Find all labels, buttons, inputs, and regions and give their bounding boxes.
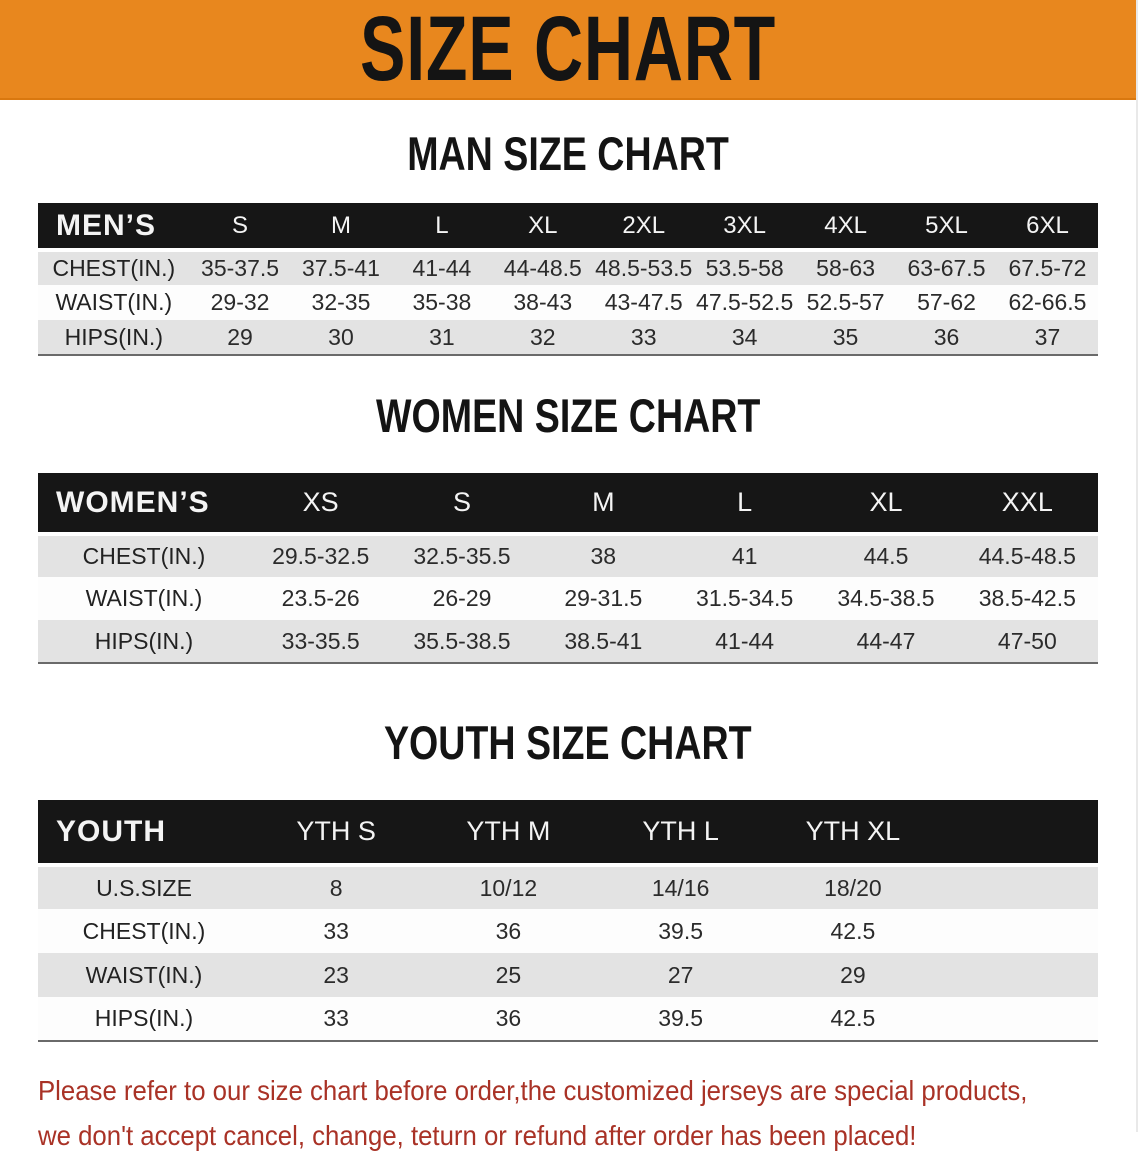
size-value: 41-44 xyxy=(715,627,775,654)
size-value: 43-47.5 xyxy=(604,289,683,315)
women-group-label: WOMEN’S xyxy=(38,473,250,534)
size-chart-banner xyxy=(0,0,1136,100)
size-value: 41-44 xyxy=(412,255,472,281)
column-header: L xyxy=(391,203,492,250)
size-value: 41 xyxy=(731,543,758,569)
table-row xyxy=(38,620,1098,663)
row-label: HIPS(IN.) xyxy=(64,323,163,350)
size-value: 38-43 xyxy=(513,289,573,315)
size-value: 57-62 xyxy=(917,289,976,315)
size-value: 23 xyxy=(323,961,349,988)
size-value: 34 xyxy=(731,323,758,350)
size-value: 52.5-57 xyxy=(806,289,885,315)
header-row xyxy=(38,473,1098,534)
men-heading-text: MAN SIZE CHART xyxy=(407,127,729,180)
column-header: 3XL xyxy=(694,203,795,250)
size-value: 33-35.5 xyxy=(281,627,360,654)
size-value: 26-29 xyxy=(432,585,492,611)
table-row xyxy=(38,250,1098,285)
column-header: YTH L xyxy=(595,800,767,865)
column-header: YTH S xyxy=(250,800,422,865)
row-label: WAIST(IN.) xyxy=(55,289,173,315)
size-value: 36 xyxy=(495,1005,522,1031)
size-value: 39.5 xyxy=(658,1005,703,1031)
size-value: 10/12 xyxy=(479,874,538,901)
youth-heading-text: YOUTH SIZE CHART xyxy=(384,716,752,769)
table-row xyxy=(38,534,1098,577)
size-value: 48.5-53.5 xyxy=(595,255,693,281)
men-size-table xyxy=(38,203,1098,356)
size-value: 35-38 xyxy=(412,289,472,315)
size-value: 38.5-42.5 xyxy=(978,585,1076,611)
column-header: XL xyxy=(815,473,956,534)
disclaimer-line-1: Please refer to our size chart before order,the customized jerseys are special products, xyxy=(38,1075,1028,1106)
column-header: XXL xyxy=(957,473,1098,534)
column-header: XL xyxy=(492,203,593,250)
size-value: 39.5 xyxy=(658,917,703,944)
column-header: S xyxy=(190,203,291,250)
filler-cell xyxy=(939,909,1098,953)
header-row xyxy=(38,800,1098,865)
disclaimer-line-2: we don't accept cancel, change, teturn or refund after order has been placed! xyxy=(38,1120,917,1152)
women-heading-text: WOMEN SIZE CHART xyxy=(375,389,761,442)
youth-size-table xyxy=(38,800,1098,1042)
men-group-label: MEN’S xyxy=(38,203,190,250)
men-heading xyxy=(0,128,1136,189)
size-value: 8 xyxy=(329,874,343,901)
row-label: HIPS(IN.) xyxy=(94,1005,194,1031)
size-value: 29-32 xyxy=(210,289,270,315)
column-header: S xyxy=(391,473,532,534)
table-row xyxy=(38,865,1098,909)
size-value: 32-35 xyxy=(311,289,371,315)
column-header: 4XL xyxy=(795,203,896,250)
filler-cell xyxy=(939,997,1098,1041)
column-header: 5XL xyxy=(896,203,997,250)
row-label: HIPS(IN.) xyxy=(94,627,194,654)
column-header: L xyxy=(674,473,815,534)
row-label: CHEST(IN.) xyxy=(82,917,206,944)
size-value: 44.5 xyxy=(863,543,909,569)
size-value: 31.5-34.5 xyxy=(696,585,794,611)
size-value: 29 xyxy=(840,961,866,988)
size-value: 62-66.5 xyxy=(1008,289,1087,315)
row-label: U.S.SIZE xyxy=(96,874,192,901)
row-label: WAIST(IN.) xyxy=(85,585,203,611)
size-value: 42.5 xyxy=(830,1005,876,1031)
youth-heading xyxy=(0,717,1136,778)
size-value: 32.5-35.5 xyxy=(413,543,511,569)
size-value: 14/16 xyxy=(651,874,710,901)
size-value: 67.5-72 xyxy=(1008,255,1087,281)
size-value: 31 xyxy=(429,323,455,350)
size-value: 35.5-38.5 xyxy=(413,627,511,654)
column-header: XS xyxy=(250,473,391,534)
size-value: 29-31.5 xyxy=(564,585,643,611)
table-row xyxy=(38,909,1098,953)
size-value: 53.5-58 xyxy=(705,255,784,281)
size-value: 42.5 xyxy=(830,917,876,944)
row-label: CHEST(IN.) xyxy=(52,255,176,281)
column-header: 6XL xyxy=(997,203,1098,250)
size-value: 23.5-26 xyxy=(281,585,360,611)
size-value: 47-50 xyxy=(997,627,1057,654)
size-value: 29 xyxy=(227,323,253,350)
banner-title: SIZE CHART xyxy=(360,0,776,100)
size-value: 38.5-41 xyxy=(564,627,643,654)
column-header: YTH M xyxy=(422,800,594,865)
size-value: 33 xyxy=(323,917,349,944)
size-chart-sections xyxy=(0,128,1136,1042)
row-label: WAIST(IN.) xyxy=(85,961,203,988)
size-value: 44-48.5 xyxy=(503,255,582,281)
size-value: 38 xyxy=(590,543,617,569)
column-header: YTH XL xyxy=(767,800,939,865)
size-value: 32 xyxy=(530,323,556,350)
table-row xyxy=(38,285,1098,320)
size-value: 35-37.5 xyxy=(201,255,280,281)
women-size-table xyxy=(38,473,1098,664)
size-value: 37.5-41 xyxy=(301,255,380,281)
table-row xyxy=(38,577,1098,620)
filler-cell xyxy=(939,953,1098,997)
youth-section xyxy=(0,717,1136,1042)
women-heading xyxy=(0,390,1136,451)
filler-cell xyxy=(939,800,1098,865)
size-value: 35 xyxy=(832,323,859,350)
size-value: 37 xyxy=(1034,323,1061,350)
column-header: 2XL xyxy=(593,203,694,250)
size-value: 36 xyxy=(495,917,522,944)
women-section xyxy=(0,390,1136,664)
size-value: 33 xyxy=(630,323,657,350)
size-value: 36 xyxy=(933,323,960,350)
disclaimer xyxy=(38,1068,1136,1159)
size-value: 18/20 xyxy=(824,874,882,901)
size-value: 63-67.5 xyxy=(907,255,986,281)
table-row xyxy=(38,320,1098,355)
column-header: M xyxy=(291,203,392,250)
size-value: 44.5-48.5 xyxy=(978,543,1076,569)
filler-cell xyxy=(939,865,1098,909)
size-value: 44-47 xyxy=(856,627,916,654)
table-row xyxy=(38,953,1098,997)
men-section xyxy=(0,128,1136,356)
column-header: M xyxy=(533,473,674,534)
size-value: 30 xyxy=(328,323,354,350)
size-value: 58-63 xyxy=(816,255,875,281)
youth-group-label: YOUTH xyxy=(38,800,250,865)
row-label: CHEST(IN.) xyxy=(82,543,206,569)
size-value: 29.5-32.5 xyxy=(272,543,370,569)
table-row xyxy=(38,997,1098,1041)
size-value: 33 xyxy=(323,1005,349,1031)
header-row xyxy=(38,203,1098,250)
size-value: 27 xyxy=(667,961,694,988)
size-value: 25 xyxy=(495,961,522,988)
size-value: 34.5-38.5 xyxy=(837,585,935,611)
size-value: 47.5-52.5 xyxy=(696,289,794,315)
